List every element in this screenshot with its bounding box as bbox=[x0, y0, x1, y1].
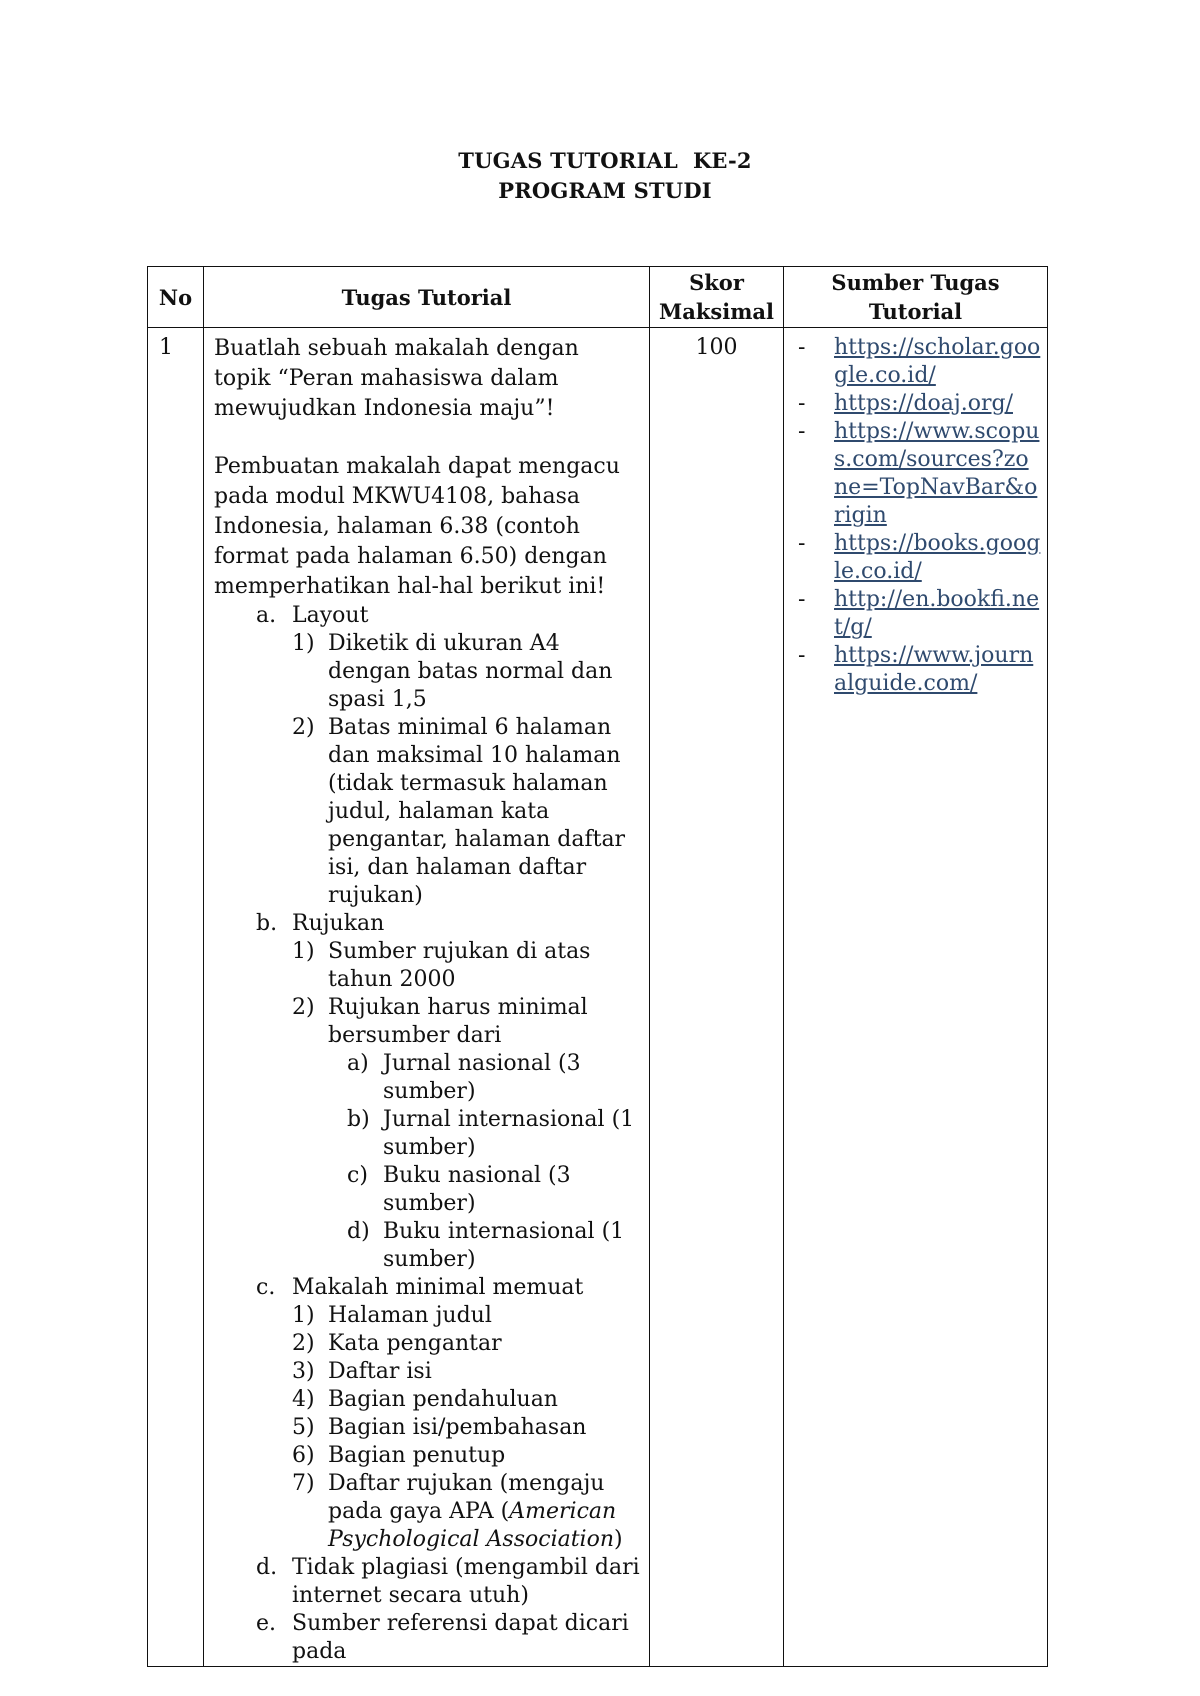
requirements-list bbox=[214, 602, 641, 1666]
source-link[interactable]: https://books.google.co.id/ bbox=[834, 531, 1041, 584]
item-text: Diketik di ukuran A4 dengan batas normal dan spasi 1,5 bbox=[328, 631, 613, 712]
item-marker: 4) bbox=[292, 1387, 315, 1412]
item-marker: 5) bbox=[292, 1415, 315, 1440]
item-marker: 2) bbox=[292, 715, 315, 740]
item-text: Daftar isi bbox=[328, 1359, 432, 1384]
task-instruction: Pembuatan makalah dapat mengacu pada modul MKWU4108, bahasa Indonesia, halaman 6.38 (contoh format pada halaman 6.50) dengan memperhatikan hal-hal berikut ini! bbox=[214, 454, 620, 599]
item-text: Bagian penutup bbox=[328, 1443, 506, 1468]
table-header-row bbox=[148, 267, 1048, 328]
item-text-after: ) bbox=[614, 1527, 623, 1552]
item-text: Rujukan harus minimal bersumber dari bbox=[328, 995, 588, 1048]
sub-list bbox=[292, 1302, 641, 1554]
list-item bbox=[328, 1218, 641, 1274]
section-label: Makalah minimal memuat bbox=[292, 1275, 584, 1300]
list-item bbox=[292, 1442, 641, 1470]
source-link[interactable]: https://www.scopus.com/sources?zone=TopNavBar&origin bbox=[834, 419, 1040, 528]
section-marker: d. bbox=[256, 1555, 278, 1580]
list-item bbox=[328, 1162, 641, 1218]
task-intro: Buatlah sebuah makalah dengan topik “Peran mahasiswa dalam mewujudkan Indonesia maju”! bbox=[214, 336, 579, 421]
row-number: 1 bbox=[148, 328, 204, 1667]
subitem-text: Jurnal internasional (1 sumber) bbox=[383, 1107, 635, 1160]
list-item bbox=[292, 630, 641, 714]
subitem-marker: c) bbox=[347, 1163, 368, 1188]
source-link[interactable]: http://en.bookfi.net/g/ bbox=[834, 587, 1040, 640]
paragraph-spacer bbox=[214, 424, 641, 452]
title-line-1: TUGAS TUTORIAL KE-2 bbox=[458, 148, 752, 173]
tutorial-table bbox=[147, 266, 1048, 1667]
subitem-marker: b) bbox=[347, 1107, 370, 1132]
item-marker: 2) bbox=[292, 995, 315, 1020]
section-label: Rujukan bbox=[292, 911, 385, 936]
header-source-line1: Sumber Tugas bbox=[831, 270, 1000, 295]
subitem-marker: a) bbox=[347, 1051, 369, 1076]
header-source-line2: Tutorial bbox=[868, 299, 963, 324]
item-text: Bagian isi/pembahasan bbox=[328, 1415, 587, 1440]
header-source bbox=[784, 267, 1048, 328]
list-item bbox=[292, 714, 641, 910]
header-task: Tugas Tutorial bbox=[204, 267, 650, 328]
item-marker: 1) bbox=[292, 939, 315, 964]
section-label: Tidak plagiasi (mengambil dari internet secara utuh) bbox=[292, 1555, 640, 1608]
item-marker: 1) bbox=[292, 631, 315, 656]
subitem-marker: d) bbox=[347, 1219, 370, 1244]
sources-list bbox=[798, 334, 1041, 698]
source-item bbox=[798, 530, 1041, 586]
item-text-before: Daftar rujukan (mengaju pada gaya APA ( bbox=[328, 1471, 605, 1524]
source-dash: - bbox=[798, 335, 806, 360]
task-cell bbox=[204, 328, 650, 1667]
list-item bbox=[292, 994, 641, 1274]
list-item bbox=[328, 1106, 641, 1162]
item-text: Bagian pendahuluan bbox=[328, 1387, 558, 1412]
section-item bbox=[214, 910, 641, 1274]
list-item bbox=[328, 1050, 641, 1106]
sources-cell bbox=[784, 328, 1048, 1667]
section-marker: e. bbox=[256, 1611, 277, 1636]
list-item bbox=[292, 938, 641, 994]
header-no: No bbox=[148, 267, 204, 328]
item-marker: 2) bbox=[292, 1331, 315, 1356]
item-text: Batas minimal 6 halaman dan maksimal 10 halaman (tidak termasuk halaman judul, halaman kata pengantar, halaman daftar isi, dan halaman daftar rujukan) bbox=[328, 715, 626, 908]
header-score-line1: Skor bbox=[689, 270, 744, 295]
source-item bbox=[798, 334, 1041, 390]
list-item bbox=[292, 1330, 641, 1358]
source-dash: - bbox=[798, 391, 806, 416]
section-marker: a. bbox=[256, 603, 277, 628]
item-text: Kata pengantar bbox=[328, 1331, 502, 1356]
header-score-line2: Maksimal bbox=[658, 299, 774, 324]
section-item bbox=[214, 1554, 641, 1610]
list-item bbox=[292, 1470, 641, 1554]
source-link[interactable]: https://doaj.org/ bbox=[834, 391, 1013, 416]
source-link[interactable]: https://www.journalguide.com/ bbox=[834, 643, 1034, 696]
subitem-text: Buku internasional (1 sumber) bbox=[383, 1219, 625, 1272]
item-text-italic: American Psychological Association bbox=[328, 1499, 617, 1552]
subitem-text: Jurnal nasional (3 sumber) bbox=[383, 1051, 581, 1104]
source-dash: - bbox=[798, 587, 806, 612]
source-item bbox=[798, 586, 1041, 642]
header-score bbox=[650, 267, 784, 328]
section-marker: b. bbox=[256, 911, 278, 936]
section-label: Layout bbox=[292, 603, 369, 628]
score-cell: 100 bbox=[650, 328, 784, 1667]
sub-list bbox=[292, 630, 641, 910]
source-item bbox=[798, 390, 1041, 418]
list-item bbox=[292, 1414, 641, 1442]
list-item bbox=[292, 1358, 641, 1386]
item-marker: 6) bbox=[292, 1443, 315, 1468]
item-marker: 1) bbox=[292, 1303, 315, 1328]
list-item bbox=[292, 1302, 641, 1330]
item-text: Sumber rujukan di atas tahun 2000 bbox=[328, 939, 591, 992]
section-label: Sumber referensi dapat dicari pada bbox=[292, 1611, 629, 1664]
source-dash: - bbox=[798, 643, 806, 668]
item-marker: 3) bbox=[292, 1359, 315, 1384]
source-link[interactable]: https://scholar.google.co.id/ bbox=[834, 335, 1041, 388]
list-item bbox=[292, 1386, 641, 1414]
document-title bbox=[0, 146, 1200, 206]
section-item bbox=[214, 1274, 641, 1554]
source-item bbox=[798, 642, 1041, 698]
section-item bbox=[214, 1610, 641, 1666]
source-dash: - bbox=[798, 531, 806, 556]
title-line-2: PROGRAM STUDI bbox=[498, 178, 712, 203]
section-item bbox=[214, 602, 641, 910]
sub-sub-list bbox=[328, 1050, 641, 1274]
table-row bbox=[148, 328, 1048, 1667]
item-marker: 7) bbox=[292, 1471, 315, 1496]
source-item bbox=[798, 418, 1041, 530]
sub-list bbox=[292, 938, 641, 1274]
source-dash: - bbox=[798, 419, 806, 444]
section-marker: c. bbox=[256, 1275, 276, 1300]
subitem-text: Buku nasional (3 sumber) bbox=[383, 1163, 571, 1216]
item-text: Halaman judul bbox=[328, 1303, 492, 1328]
